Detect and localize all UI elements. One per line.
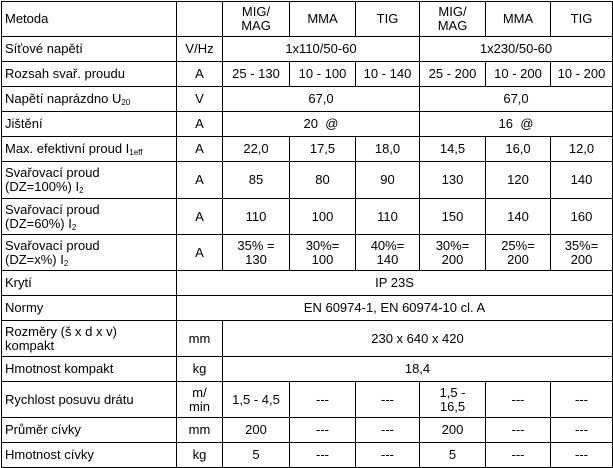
value-cell: 140 [486,199,551,235]
label-subscript: 20 [121,98,131,107]
value-cell: --- [290,443,356,468]
value-cell: --- [356,418,420,443]
value-cell: 10 - 100 [290,62,356,87]
label-subscript: 1eff [129,148,143,157]
value-cell: 10 - 140 [356,62,420,87]
value-cell: 5 [420,443,486,468]
value-cell: 35% = 130 [223,235,290,271]
method-header-mma-110: MMA [290,2,356,37]
value-cell: 200 [223,418,290,443]
value-cell: 17,5 [290,137,356,162]
row-label: Průměr cívky [2,418,177,443]
value-cell: 120 [486,162,551,199]
value-cell: 1,5 - 4,5 [223,382,290,418]
label-subscript: 2 [79,186,84,195]
value-merged: 230 x 640 x 420 [223,321,613,357]
value-cell: --- [290,418,356,443]
value-230v: 1x230/50-60 [420,37,613,62]
row-label: Krytí [2,271,177,296]
row-label: Normy [2,296,177,321]
row-label: Rychlost posuvu drátu [2,382,177,418]
value-cell: 140 [551,162,613,199]
row-unit: A [177,137,223,162]
row-label: Rozměry (š x d x v) kompakt [2,321,177,357]
value-230v: 16 @ [420,112,613,137]
value-cell: --- [290,382,356,418]
value-cell: 25 - 200 [420,62,486,87]
label-subscript: 2 [63,258,69,268]
row-ip-rating [2,271,613,296]
row-label: Napětí naprázdno $U_{20}$ [2,87,177,112]
row-label: Rozsah svař. proudu [2,62,177,87]
value-cell: 100 [290,199,356,235]
value-cell: --- [486,443,551,468]
row-unit: A [177,62,223,87]
value-merged: 18,4 [223,357,613,382]
row-max-effective-current [2,137,613,162]
value-cell: 150 [420,199,486,235]
value-cell: 5 [223,443,290,468]
value-cell: --- [486,418,551,443]
unit-header [177,2,223,37]
value-cell: 25%= 200 [486,235,551,271]
value-cell: --- [551,382,613,418]
header-row [2,2,613,37]
value-cell: 130 [420,162,486,199]
row-label: Max. efektivní proud $I_{1eff}$ [2,137,177,162]
value-110v: 1x110/50-60 [223,37,420,62]
method-header-mma-230: MMA [486,2,551,37]
row-open-circuit-voltage [2,87,613,112]
technical-specs-table [1,1,613,468]
value-cell: 10 - 200 [486,62,551,87]
value-cell: --- [486,382,551,418]
value-cell: 85 [223,162,290,199]
row-welding-current-dcx [2,235,613,271]
row-label: Svařovací proud (DZ=x%) $I_2$ [2,235,177,271]
value-cell: 110 [223,199,290,235]
value-cell: 10 - 200 [551,62,613,87]
row-weight [2,357,613,382]
method-header-mig-230: MIG/ MAG [420,2,486,37]
value-cell: --- [551,418,613,443]
row-unit: kg [177,357,223,382]
value-cell: 200 [420,418,486,443]
row-spool-weight [2,443,613,468]
value-cell: 160 [551,199,613,235]
label-subscript: 2 [71,222,77,232]
row-spool-diameter [2,418,613,443]
value-cell: 110 [356,199,420,235]
row-label: Svařovací proud (DZ=100%) $I_2$ [2,162,177,199]
row-label: Síťové napětí [2,37,177,62]
row-unit: mm [177,418,223,443]
row-fuse [2,112,613,137]
row-unit: V/Hz [177,37,223,62]
value-merged: EN 60974-1, EN 60974-10 cl. A [177,296,613,321]
method-header-tig-230: TIG [551,2,613,37]
value-cell: 18,0 [356,137,420,162]
value-cell: 80 [290,162,356,199]
value-cell: --- [551,443,613,468]
value-110v: 67,0 [223,87,420,112]
method-header-tig-110: TIG [356,2,420,37]
row-label: Hmotnost cívky [2,443,177,468]
value-cell: 30%= 100 [290,235,356,271]
row-wire-feed-speed [2,382,613,418]
value-cell: 25 - 130 [223,62,290,87]
value-cell: 1,5 - 16,5 [420,382,486,418]
value-cell: 16,0 [486,137,551,162]
value-cell: 30%= 200 [420,235,486,271]
row-unit: V [177,87,223,112]
value-cell: 35%= 200 [551,235,613,271]
row-standards [2,296,613,321]
row-label: Hmotnost kompakt [2,357,177,382]
row-unit: A [177,162,223,199]
row-unit: m/ min [177,382,223,418]
row-label: Svařovací proud (DZ=60%) $I_2$ [2,199,177,235]
value-230v: 67,0 [420,87,613,112]
row-label: Jištění [2,112,177,137]
value-110v: 20 @ [223,112,420,137]
row-unit: A [177,235,223,271]
value-cell: --- [356,382,420,418]
value-cell: 40%= 140 [356,235,420,271]
row-unit: kg [177,443,223,468]
value-cell: 90 [356,162,420,199]
row-unit: A [177,112,223,137]
row-mains-voltage [2,37,613,62]
value-cell: 12,0 [551,137,613,162]
row-welding-current-dc60 [2,199,613,235]
row-welding-current-dc100 [2,162,613,199]
row-dimensions [2,321,613,357]
method-header-mig-110: MIG/ MAG [223,2,290,37]
row-unit: mm [177,321,223,357]
param-header: Metoda [2,2,177,37]
row-unit: A [177,199,223,235]
value-cell: --- [356,443,420,468]
value-cell: 14,5 [420,137,486,162]
value-cell: 22,0 [223,137,290,162]
row-current-range [2,62,613,87]
value-merged: IP 23S [177,271,613,296]
